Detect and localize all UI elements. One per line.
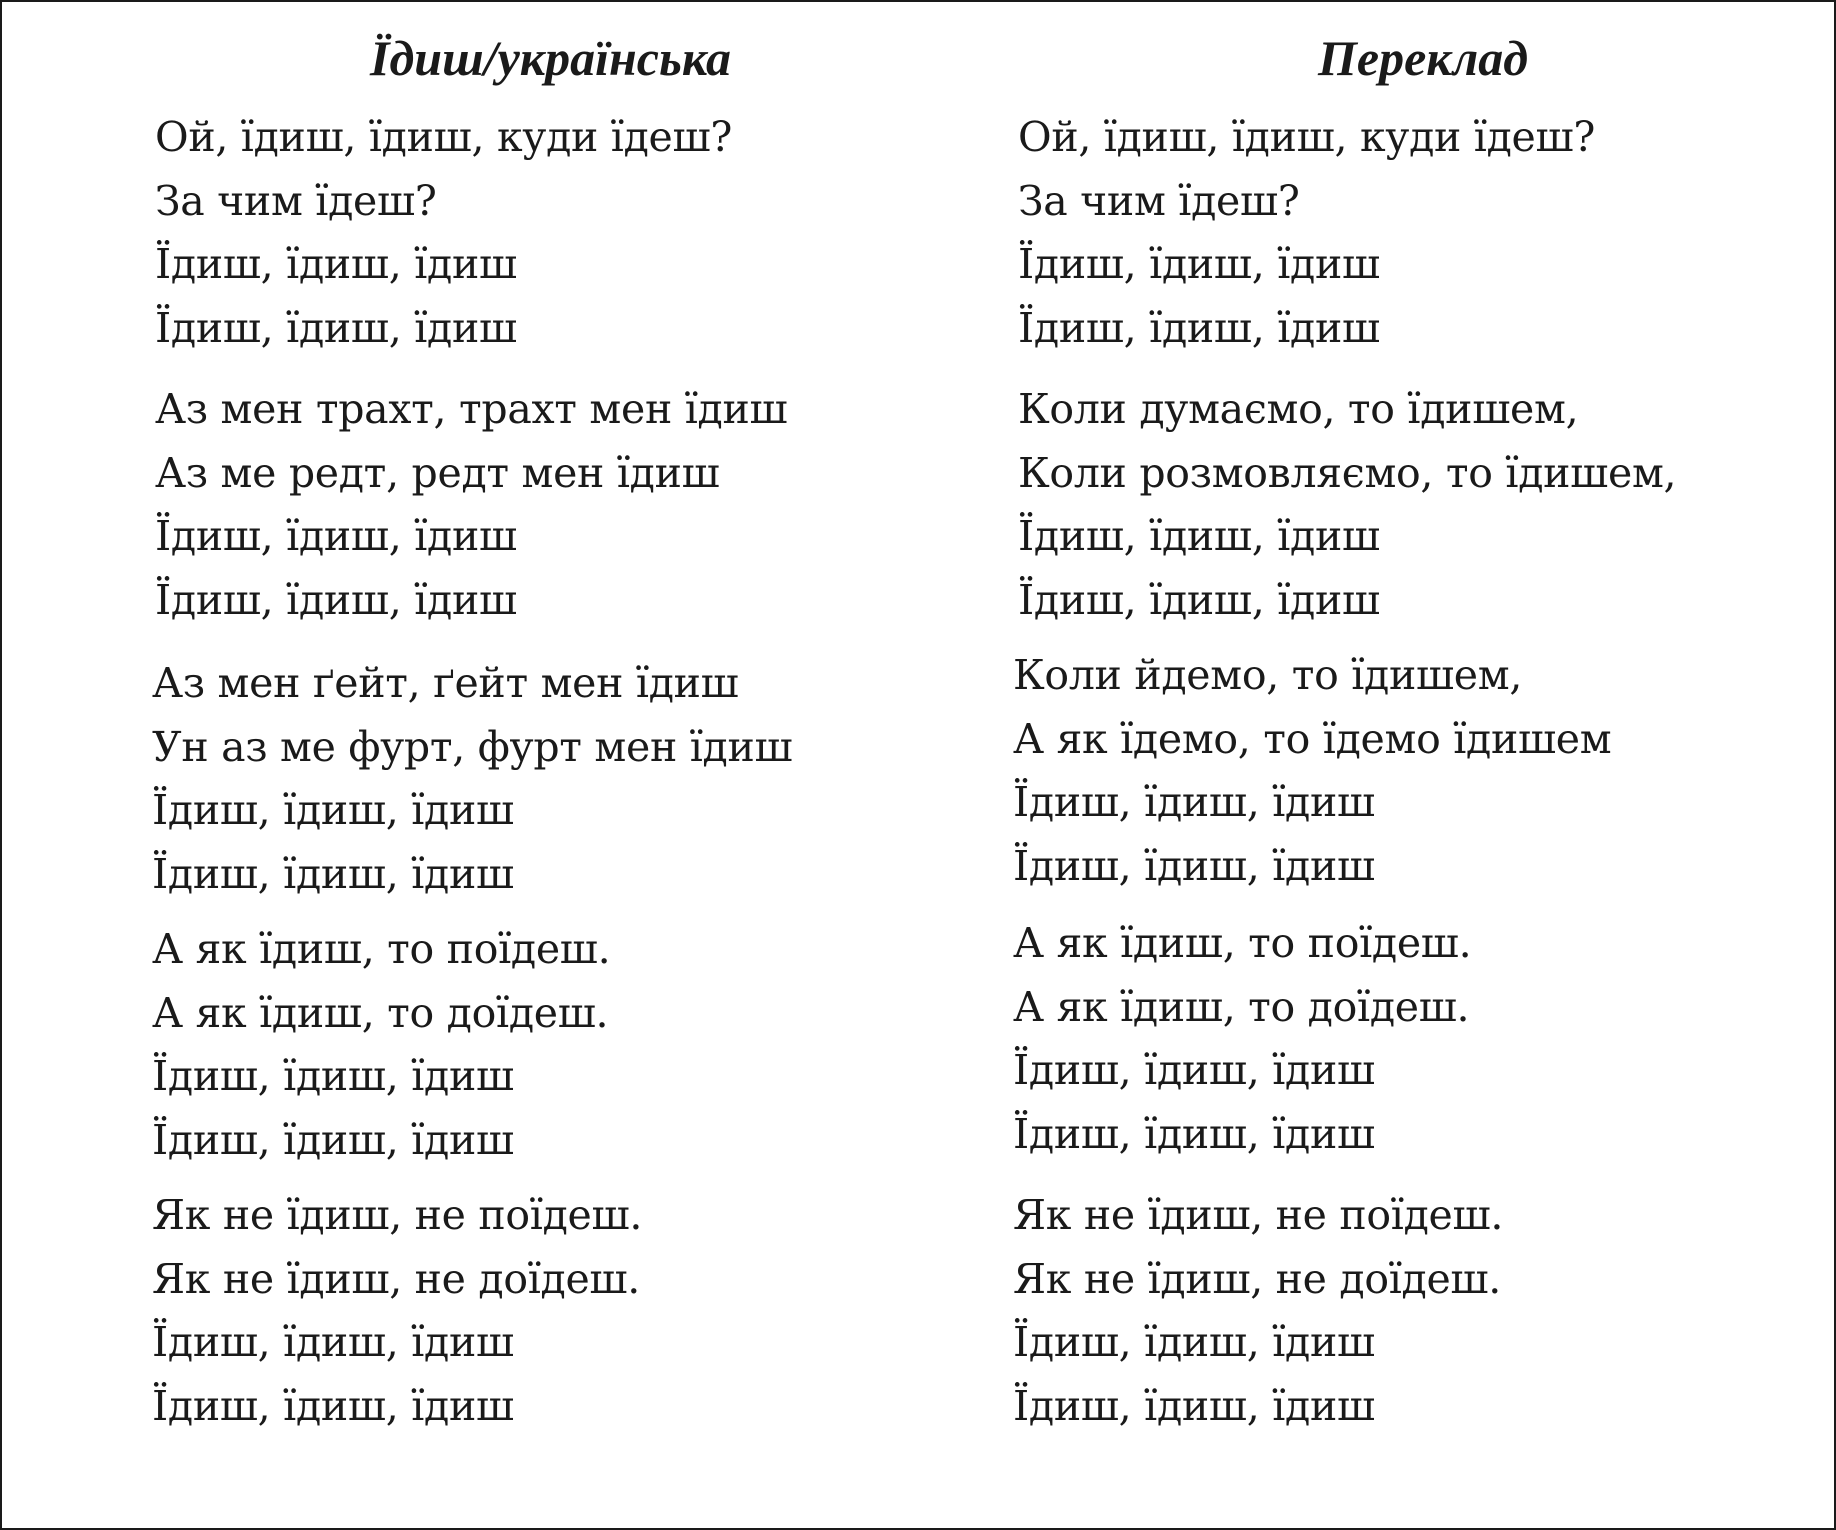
lyric-line: А як їдемо, то їдемо їдишем	[1013, 714, 1612, 763]
lyric-line: А як їдиш, то поїдеш.	[1013, 919, 1472, 967]
lyric-line: Їдиш, їдиш, їдиш	[155, 240, 517, 288]
lyric-line: Їдиш, їдиш, їдиш	[152, 849, 514, 898]
lyric-line: Їдиш, їдиш, їдиш	[1013, 1381, 1375, 1430]
lyric-line: За чим їдеш?	[155, 176, 437, 225]
lyric-line: Їдиш, їдиш, їдиш	[152, 1318, 514, 1366]
translation-stanza-1	[1018, 106, 1595, 360]
lyric-line: Коли розмовляємо, то їдишем,	[1018, 448, 1677, 497]
lyric-line: Як не їдиш, не поїдеш.	[152, 1191, 643, 1239]
lyric-line: Їдиш, їдиш, їдиш	[152, 786, 514, 834]
lyric-line: Аз ме редт, редт мен їдиш	[155, 448, 720, 497]
translation-stanza-5	[1013, 1184, 1503, 1438]
lyric-line: Їдиш, їдиш, їдиш	[1018, 512, 1380, 560]
lyric-line: Аз мен трахт, трахт мен їдиш	[155, 385, 788, 433]
lyric-line: Їдиш, їдиш, їдиш	[1018, 303, 1380, 352]
lyric-line: Аз мен ґейт, ґейт мен їдиш	[152, 659, 739, 707]
translation-stanza-2	[1018, 378, 1676, 632]
lyric-line: Ой, їдиш, їдиш, куди їдеш?	[1018, 113, 1596, 161]
lyric-line: А як їдиш, то поїдеш.	[152, 925, 611, 973]
lyric-line: Їдиш, їдиш, їдиш	[152, 1052, 514, 1100]
original-stanza-1	[155, 106, 732, 360]
original-stanza-2	[155, 378, 787, 632]
lyric-line: Їдиш, їдиш, їдиш	[152, 1381, 514, 1430]
lyric-line: Їдиш, їдиш, їдиш	[1013, 778, 1375, 826]
original-stanza-4	[152, 918, 610, 1172]
lyric-line: А як їдиш, то доїдеш.	[152, 988, 609, 1037]
lyric-line: Їдиш, їдиш, їдиш	[155, 575, 517, 624]
lyric-line: Їдиш, їдиш, їдиш	[1013, 1046, 1375, 1094]
original-column-title: Їдиш/українська	[370, 30, 731, 86]
lyric-line: Їдиш, їдиш, їдиш	[1013, 1109, 1375, 1158]
translation-stanza-4	[1013, 912, 1471, 1166]
lyric-line: За чим їдеш?	[1018, 176, 1300, 225]
lyric-line: Їдиш, їдиш, їдиш	[155, 512, 517, 560]
original-stanza-3	[152, 652, 792, 906]
lyric-line: А як їдиш, то доїдеш.	[1013, 982, 1470, 1031]
translation-stanza-3	[1013, 644, 1611, 898]
lyric-line: Ой, їдиш, їдиш, куди їдеш?	[155, 113, 733, 161]
translation-column-title: Переклад	[1318, 30, 1529, 86]
lyric-line: Як не їдиш, не доїдеш.	[1013, 1254, 1501, 1303]
lyric-line: Їдиш, їдиш, їдиш	[1018, 240, 1380, 288]
lyric-line: Як не їдиш, не поїдеш.	[1013, 1191, 1504, 1239]
lyric-line: Ун аз ме фурт, фурт мен їдиш	[152, 722, 793, 771]
lyric-line: Коли йдемо, то їдишем,	[1013, 651, 1523, 699]
lyric-line: Як не їдиш, не доїдеш.	[152, 1254, 640, 1303]
lyric-line: Їдиш, їдиш, їдиш	[152, 1115, 514, 1164]
lyric-line: Їдиш, їдиш, їдиш	[1018, 575, 1380, 624]
lyric-line: Коли думаємо, то їдишем,	[1018, 385, 1579, 433]
lyric-line: Їдиш, їдиш, їдиш	[155, 303, 517, 352]
lyric-line: Їдиш, їдиш, їдиш	[1013, 841, 1375, 890]
original-stanza-5	[152, 1184, 642, 1438]
lyric-line: Їдиш, їдиш, їдиш	[1013, 1318, 1375, 1366]
